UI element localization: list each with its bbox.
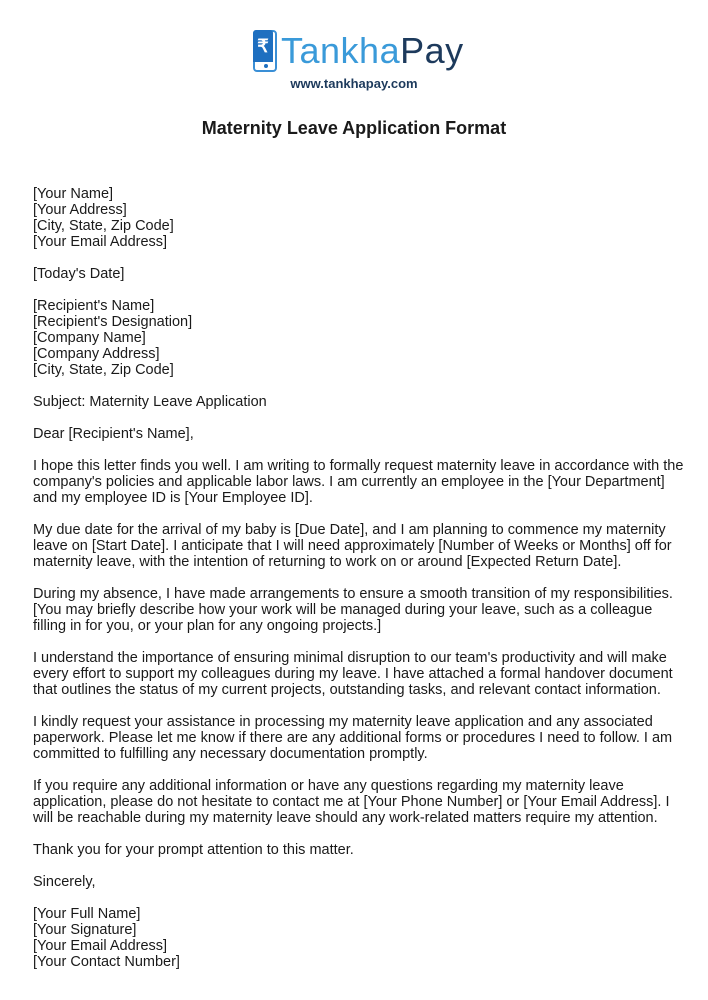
paragraph-line: company's policies and applicable labor laws. I am currently an employee in the [Your Department] [33,474,665,490]
signature-line: [Your Contact Number] [33,954,180,970]
recipient-block [33,298,683,378]
recipient-line: [Recipient's Name] [33,298,155,314]
sender-block [33,186,683,250]
paragraph-line: paperwork. Please let me know if there are any additional forms or procedures I need to follow. I am [33,730,673,746]
recipient-line: [City, State, Zip Code] [33,362,174,378]
rupee-icon: ₹ [253,30,273,62]
signature-line: [Your Full Name] [33,906,141,922]
paragraph-line: that outlines the status of my current projects, outstanding tasks, and relevant contact information. [33,682,661,698]
phone-button-dot [264,64,268,68]
brand-part-2: Pay [400,30,464,71]
paragraph-5 [33,714,683,762]
paragraph-line: If you require any additional information or have any questions regarding my maternity leave [33,778,624,794]
recipient-line: [Company Name] [33,330,146,346]
salutation: Dear [Recipient's Name], [33,426,194,442]
paragraph-line: During my absence, I have made arrangements to ensure a smooth transition of my responsibilities. [33,586,673,602]
paragraph-line: every effort to support my colleagues during my leave. I have attached a formal handover document [33,666,673,682]
signature-line: [Your Email Address] [33,938,168,954]
letter-body [33,186,683,970]
page-title: Maternity Leave Application Format [201,118,507,138]
paragraph-2 [33,522,683,570]
paragraph-3 [33,586,683,634]
sender-line: [Your Name] [33,186,114,202]
paragraph-line: I understand the importance of ensuring minimal disruption to our team's productivity and will make [33,650,667,666]
paragraph-4 [33,650,683,698]
letter-date: [Today's Date] [33,266,125,282]
phone-rupee-icon [253,30,277,72]
website-url: www.tankhapay.com [290,76,418,91]
paragraph-line: and my employee ID is [Your Employee ID]. [33,490,313,506]
paragraph-line: I hope this letter finds you well. I am writing to formally request maternity leave in accordance with the [33,458,684,474]
paragraph-line: leave on [Start Date]. I anticipate that I will need approximately [Number of Weeks or Months] off for [33,538,672,554]
paragraph-line: maternity leave, with the intention of returning to work on or around [Expected Return Date]. [33,554,622,570]
thanks-line: Thank you for your prompt attention to this matter. [33,842,354,858]
subject-line: Subject: Maternity Leave Application [33,394,267,410]
tankhapay-logo [253,28,464,74]
recipient-line: [Company Address] [33,346,160,362]
signature-block [33,906,683,970]
paragraph-line: [You may briefly describe how your work will be managed during your leave, such as a colleague [33,602,653,618]
brand-name [281,28,464,74]
sender-line: [Your Email Address] [33,234,168,250]
closing-line: Sincerely, [33,874,96,890]
paragraph-line: My due date for the arrival of my baby is [Due Date], and I am planning to commence my maternity [33,522,666,538]
paragraph-line: I kindly request your assistance in processing my maternity leave application and any associated [33,714,653,730]
signature-line: [Your Signature] [33,922,137,938]
paragraph-line: will be reachable during my maternity leave should any work-related matters require my attention. [33,810,658,826]
paragraph-line: application, please do not hesitate to contact me at [Your Phone Number] or [Your Email Address]. I [33,794,670,810]
paragraph-6 [33,778,683,826]
paragraph-line: committed to fulfilling any necessary documentation promptly. [33,746,428,762]
paragraph-line: filling in for you, or your plan for any ongoing projects.] [33,618,382,634]
recipient-line: [Recipient's Designation] [33,314,193,330]
sender-line: [City, State, Zip Code] [33,218,174,234]
paragraph-1 [33,458,683,506]
sender-line: [Your Address] [33,202,127,218]
brand-part-1: Tankha [281,30,401,71]
